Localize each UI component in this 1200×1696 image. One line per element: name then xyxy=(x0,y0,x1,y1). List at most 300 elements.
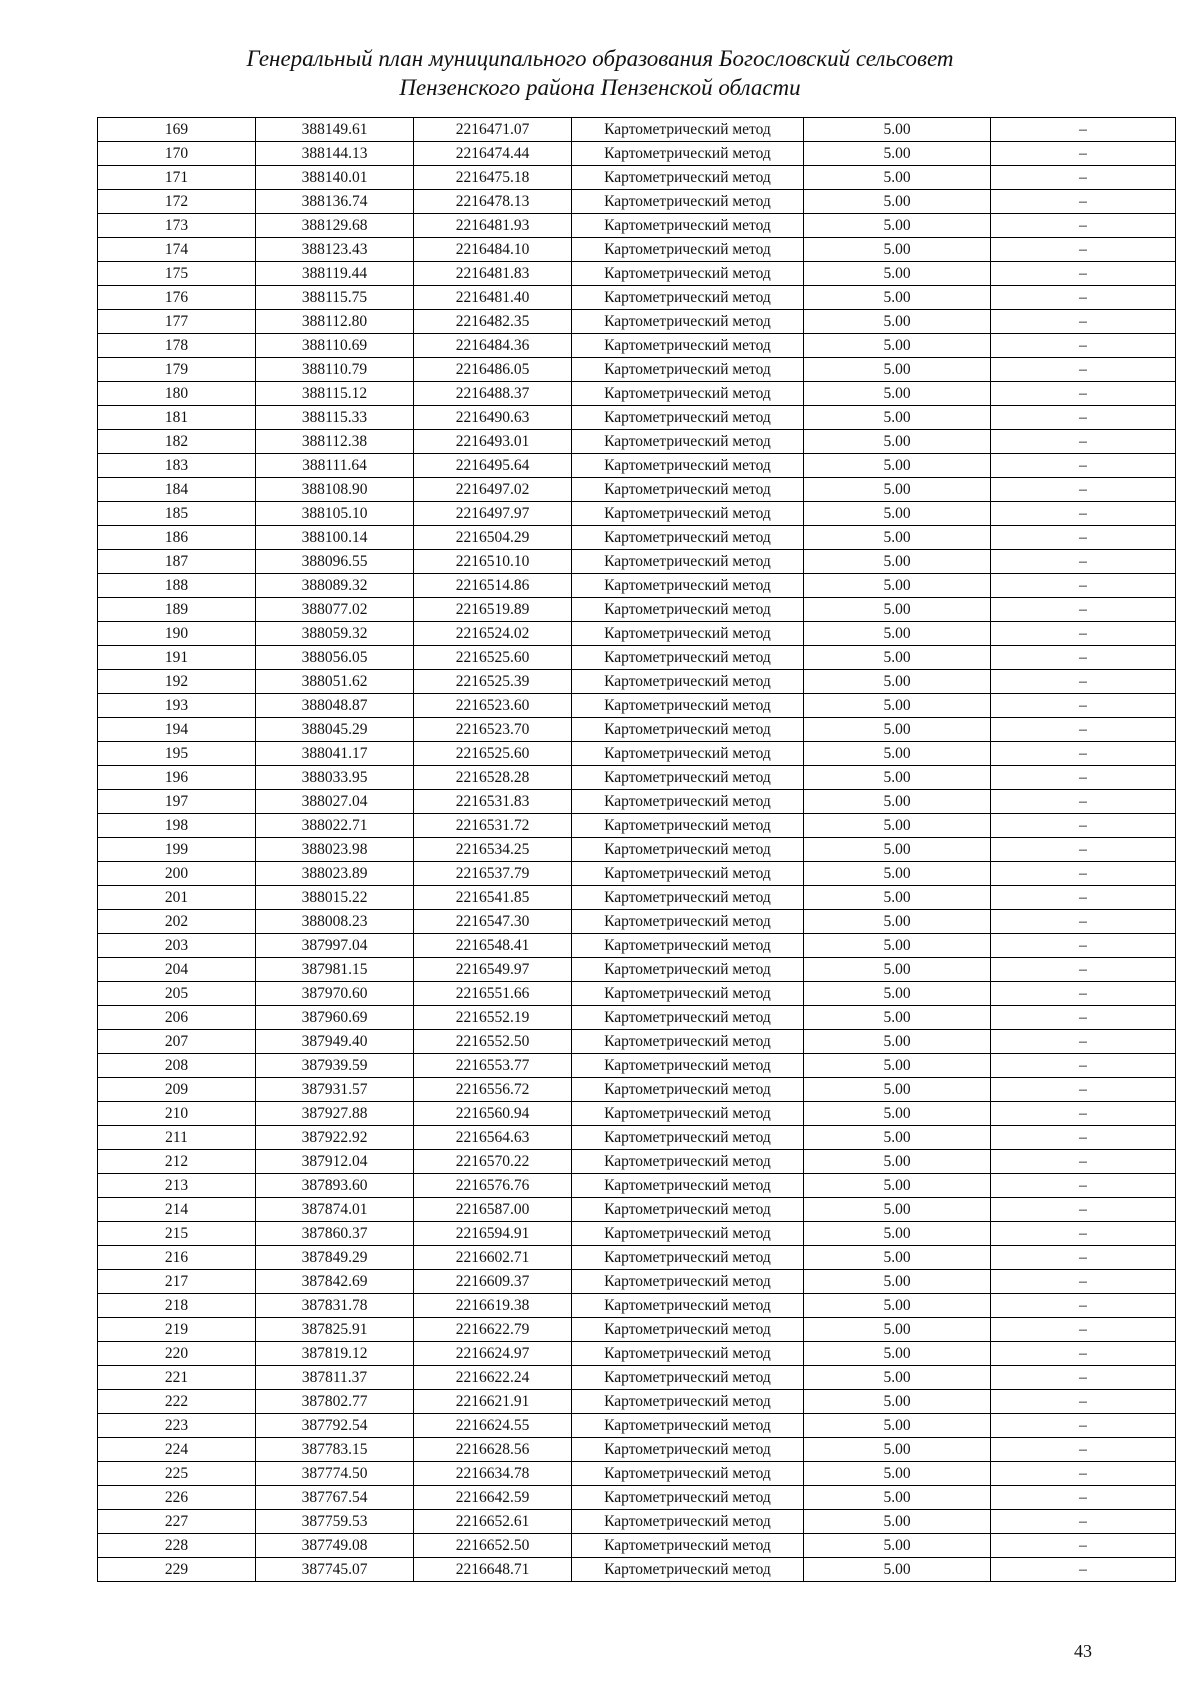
x-coordinate-cell: 387874.01 xyxy=(256,1198,414,1222)
y-coordinate-cell: 2216481.40 xyxy=(414,286,572,310)
note-cell: – xyxy=(991,670,1176,694)
method-cell: Картометрический метод xyxy=(572,598,804,622)
note-cell: – xyxy=(991,166,1176,190)
table-row xyxy=(98,1126,1176,1150)
method-cell: Картометрический метод xyxy=(572,550,804,574)
method-cell: Картометрический метод xyxy=(572,1030,804,1054)
accuracy-cell: 5.00 xyxy=(804,190,991,214)
y-coordinate-cell: 2216484.10 xyxy=(414,238,572,262)
accuracy-cell: 5.00 xyxy=(804,574,991,598)
method-cell: Картометрический метод xyxy=(572,430,804,454)
table-row xyxy=(98,214,1176,238)
table-row xyxy=(98,502,1176,526)
table-row xyxy=(98,670,1176,694)
point-number-cell: 179 xyxy=(98,358,256,382)
point-number-cell: 195 xyxy=(98,742,256,766)
table-row xyxy=(98,1270,1176,1294)
table-row xyxy=(98,190,1176,214)
method-cell: Картометрический метод xyxy=(572,934,804,958)
accuracy-cell: 5.00 xyxy=(804,862,991,886)
table-row xyxy=(98,1438,1176,1462)
y-coordinate-cell: 2216514.86 xyxy=(414,574,572,598)
table-row xyxy=(98,358,1176,382)
y-coordinate-cell: 2216523.60 xyxy=(414,694,572,718)
y-coordinate-cell: 2216553.77 xyxy=(414,1054,572,1078)
table-row xyxy=(98,1006,1176,1030)
y-coordinate-cell: 2216552.19 xyxy=(414,1006,572,1030)
y-coordinate-cell: 2216624.55 xyxy=(414,1414,572,1438)
y-coordinate-cell: 2216471.07 xyxy=(414,118,572,142)
y-coordinate-cell: 2216602.71 xyxy=(414,1246,572,1270)
x-coordinate-cell: 388023.98 xyxy=(256,838,414,862)
accuracy-cell: 5.00 xyxy=(804,550,991,574)
point-number-cell: 212 xyxy=(98,1150,256,1174)
method-cell: Картометрический метод xyxy=(572,1078,804,1102)
point-number-cell: 207 xyxy=(98,1030,256,1054)
y-coordinate-cell: 2216547.30 xyxy=(414,910,572,934)
y-coordinate-cell: 2216497.97 xyxy=(414,502,572,526)
x-coordinate-cell: 387811.37 xyxy=(256,1366,414,1390)
note-cell: – xyxy=(991,1486,1176,1510)
x-coordinate-cell: 387922.92 xyxy=(256,1126,414,1150)
table-row xyxy=(98,286,1176,310)
x-coordinate-cell: 388111.64 xyxy=(256,454,414,478)
y-coordinate-cell: 2216525.60 xyxy=(414,646,572,670)
method-cell: Картометрический метод xyxy=(572,502,804,526)
table-row xyxy=(98,1510,1176,1534)
note-cell: – xyxy=(991,214,1176,238)
point-number-cell: 174 xyxy=(98,238,256,262)
method-cell: Картометрический метод xyxy=(572,1318,804,1342)
x-coordinate-cell: 388015.22 xyxy=(256,886,414,910)
method-cell: Картометрический метод xyxy=(572,214,804,238)
note-cell: – xyxy=(991,646,1176,670)
note-cell: – xyxy=(991,310,1176,334)
accuracy-cell: 5.00 xyxy=(804,334,991,358)
table-row xyxy=(98,1150,1176,1174)
method-cell: Картометрический метод xyxy=(572,454,804,478)
method-cell: Картометрический метод xyxy=(572,142,804,166)
x-coordinate-cell: 387849.29 xyxy=(256,1246,414,1270)
point-number-cell: 180 xyxy=(98,382,256,406)
note-cell: – xyxy=(991,574,1176,598)
method-cell: Картометрический метод xyxy=(572,286,804,310)
accuracy-cell: 5.00 xyxy=(804,1318,991,1342)
accuracy-cell: 5.00 xyxy=(804,118,991,142)
x-coordinate-cell: 388112.80 xyxy=(256,310,414,334)
accuracy-cell: 5.00 xyxy=(804,1006,991,1030)
x-coordinate-cell: 387927.88 xyxy=(256,1102,414,1126)
note-cell: – xyxy=(991,478,1176,502)
x-coordinate-cell: 388077.02 xyxy=(256,598,414,622)
y-coordinate-cell: 2216624.97 xyxy=(414,1342,572,1366)
y-coordinate-cell: 2216622.79 xyxy=(414,1318,572,1342)
x-coordinate-cell: 388041.17 xyxy=(256,742,414,766)
accuracy-cell: 5.00 xyxy=(804,1198,991,1222)
y-coordinate-cell: 2216564.63 xyxy=(414,1126,572,1150)
note-cell: – xyxy=(991,1222,1176,1246)
y-coordinate-cell: 2216549.97 xyxy=(414,958,572,982)
x-coordinate-cell: 388105.10 xyxy=(256,502,414,526)
point-number-cell: 211 xyxy=(98,1126,256,1150)
accuracy-cell: 5.00 xyxy=(804,646,991,670)
x-coordinate-cell: 388027.04 xyxy=(256,790,414,814)
table-row xyxy=(98,838,1176,862)
accuracy-cell: 5.00 xyxy=(804,838,991,862)
point-number-cell: 187 xyxy=(98,550,256,574)
method-cell: Картометрический метод xyxy=(572,742,804,766)
method-cell: Картометрический метод xyxy=(572,838,804,862)
point-number-cell: 189 xyxy=(98,598,256,622)
note-cell: – xyxy=(991,1174,1176,1198)
method-cell: Картометрический метод xyxy=(572,958,804,982)
y-coordinate-cell: 2216486.05 xyxy=(414,358,572,382)
y-coordinate-cell: 2216504.29 xyxy=(414,526,572,550)
table-row xyxy=(98,910,1176,934)
table-row xyxy=(98,526,1176,550)
y-coordinate-cell: 2216534.25 xyxy=(414,838,572,862)
note-cell: – xyxy=(991,742,1176,766)
method-cell: Картометрический метод xyxy=(572,1126,804,1150)
note-cell: – xyxy=(991,118,1176,142)
method-cell: Картометрический метод xyxy=(572,1414,804,1438)
accuracy-cell: 5.00 xyxy=(804,1414,991,1438)
x-coordinate-cell: 387931.57 xyxy=(256,1078,414,1102)
method-cell: Картометрический метод xyxy=(572,1510,804,1534)
x-coordinate-cell: 388115.75 xyxy=(256,286,414,310)
table-row xyxy=(98,1294,1176,1318)
x-coordinate-cell: 388144.13 xyxy=(256,142,414,166)
x-coordinate-cell: 388129.68 xyxy=(256,214,414,238)
note-cell: – xyxy=(991,1510,1176,1534)
accuracy-cell: 5.00 xyxy=(804,214,991,238)
note-cell: – xyxy=(991,286,1176,310)
page-header xyxy=(0,44,1200,102)
method-cell: Картометрический метод xyxy=(572,1102,804,1126)
accuracy-cell: 5.00 xyxy=(804,1270,991,1294)
note-cell: – xyxy=(991,550,1176,574)
accuracy-cell: 5.00 xyxy=(804,478,991,502)
table-row xyxy=(98,742,1176,766)
table-row xyxy=(98,862,1176,886)
point-number-cell: 172 xyxy=(98,190,256,214)
method-cell: Картометрический метод xyxy=(572,478,804,502)
note-cell: – xyxy=(991,1366,1176,1390)
point-number-cell: 227 xyxy=(98,1510,256,1534)
accuracy-cell: 5.00 xyxy=(804,1534,991,1558)
note-cell: – xyxy=(991,1534,1176,1558)
note-cell: – xyxy=(991,622,1176,646)
x-coordinate-cell: 387825.91 xyxy=(256,1318,414,1342)
x-coordinate-cell: 387792.54 xyxy=(256,1414,414,1438)
x-coordinate-cell: 388022.71 xyxy=(256,814,414,838)
note-cell: – xyxy=(991,1198,1176,1222)
point-number-cell: 225 xyxy=(98,1462,256,1486)
note-cell: – xyxy=(991,1462,1176,1486)
accuracy-cell: 5.00 xyxy=(804,1390,991,1414)
table-row xyxy=(98,766,1176,790)
method-cell: Картометрический метод xyxy=(572,790,804,814)
y-coordinate-cell: 2216551.66 xyxy=(414,982,572,1006)
table-row xyxy=(98,1174,1176,1198)
coordinates-table-body xyxy=(98,118,1176,1582)
y-coordinate-cell: 2216648.71 xyxy=(414,1558,572,1582)
table-row xyxy=(98,262,1176,286)
document-title-line-1: Генеральный план муниципального образования Богословский сельсовет xyxy=(246,46,954,71)
y-coordinate-cell: 2216552.50 xyxy=(414,1030,572,1054)
note-cell: – xyxy=(991,142,1176,166)
note-cell: – xyxy=(991,718,1176,742)
y-coordinate-cell: 2216524.02 xyxy=(414,622,572,646)
method-cell: Картометрический метод xyxy=(572,526,804,550)
method-cell: Картометрический метод xyxy=(572,166,804,190)
point-number-cell: 176 xyxy=(98,286,256,310)
note-cell: – xyxy=(991,1390,1176,1414)
x-coordinate-cell: 387842.69 xyxy=(256,1270,414,1294)
x-coordinate-cell: 388115.12 xyxy=(256,382,414,406)
point-number-cell: 184 xyxy=(98,478,256,502)
y-coordinate-cell: 2216481.83 xyxy=(414,262,572,286)
table-row xyxy=(98,382,1176,406)
method-cell: Картометрический метод xyxy=(572,982,804,1006)
y-coordinate-cell: 2216493.01 xyxy=(414,430,572,454)
x-coordinate-cell: 387774.50 xyxy=(256,1462,414,1486)
x-coordinate-cell: 388059.32 xyxy=(256,622,414,646)
x-coordinate-cell: 387981.15 xyxy=(256,958,414,982)
x-coordinate-cell: 388123.43 xyxy=(256,238,414,262)
point-number-cell: 214 xyxy=(98,1198,256,1222)
accuracy-cell: 5.00 xyxy=(804,766,991,790)
table-row xyxy=(98,1246,1176,1270)
method-cell: Картометрический метод xyxy=(572,310,804,334)
x-coordinate-cell: 388115.33 xyxy=(256,406,414,430)
point-number-cell: 198 xyxy=(98,814,256,838)
accuracy-cell: 5.00 xyxy=(804,622,991,646)
method-cell: Картометрический метод xyxy=(572,190,804,214)
note-cell: – xyxy=(991,862,1176,886)
point-number-cell: 188 xyxy=(98,574,256,598)
note-cell: – xyxy=(991,1294,1176,1318)
method-cell: Картометрический метод xyxy=(572,1294,804,1318)
x-coordinate-cell: 387860.37 xyxy=(256,1222,414,1246)
y-coordinate-cell: 2216525.60 xyxy=(414,742,572,766)
accuracy-cell: 5.00 xyxy=(804,742,991,766)
document-title-line-2: Пензенского района Пензенской области xyxy=(399,75,801,100)
note-cell: – xyxy=(991,1246,1176,1270)
method-cell: Картометрический метод xyxy=(572,1390,804,1414)
accuracy-cell: 5.00 xyxy=(804,1510,991,1534)
point-number-cell: 203 xyxy=(98,934,256,958)
accuracy-cell: 5.00 xyxy=(804,718,991,742)
accuracy-cell: 5.00 xyxy=(804,1558,991,1582)
accuracy-cell: 5.00 xyxy=(804,1102,991,1126)
table-row xyxy=(98,1366,1176,1390)
y-coordinate-cell: 2216570.22 xyxy=(414,1150,572,1174)
table-row xyxy=(98,478,1176,502)
y-coordinate-cell: 2216510.10 xyxy=(414,550,572,574)
y-coordinate-cell: 2216474.44 xyxy=(414,142,572,166)
x-coordinate-cell: 388033.95 xyxy=(256,766,414,790)
table-row xyxy=(98,334,1176,358)
accuracy-cell: 5.00 xyxy=(804,1486,991,1510)
table-row xyxy=(98,598,1176,622)
note-cell: – xyxy=(991,190,1176,214)
note-cell: – xyxy=(991,598,1176,622)
point-number-cell: 222 xyxy=(98,1390,256,1414)
table-row xyxy=(98,574,1176,598)
method-cell: Картометрический метод xyxy=(572,1438,804,1462)
point-number-cell: 201 xyxy=(98,886,256,910)
y-coordinate-cell: 2216481.93 xyxy=(414,214,572,238)
table-row xyxy=(98,790,1176,814)
accuracy-cell: 5.00 xyxy=(804,886,991,910)
method-cell: Картометрический метод xyxy=(572,262,804,286)
point-number-cell: 206 xyxy=(98,1006,256,1030)
table-row xyxy=(98,934,1176,958)
y-coordinate-cell: 2216525.39 xyxy=(414,670,572,694)
x-coordinate-cell: 387912.04 xyxy=(256,1150,414,1174)
y-coordinate-cell: 2216541.85 xyxy=(414,886,572,910)
y-coordinate-cell: 2216519.89 xyxy=(414,598,572,622)
point-number-cell: 224 xyxy=(98,1438,256,1462)
method-cell: Картометрический метод xyxy=(572,1150,804,1174)
point-number-cell: 204 xyxy=(98,958,256,982)
coordinates-table xyxy=(97,117,1176,1582)
method-cell: Картометрический метод xyxy=(572,358,804,382)
accuracy-cell: 5.00 xyxy=(804,1150,991,1174)
method-cell: Картометрический метод xyxy=(572,766,804,790)
table-row xyxy=(98,718,1176,742)
point-number-cell: 193 xyxy=(98,694,256,718)
method-cell: Картометрический метод xyxy=(572,406,804,430)
table-row xyxy=(98,166,1176,190)
x-coordinate-cell: 387749.08 xyxy=(256,1534,414,1558)
point-number-cell: 205 xyxy=(98,982,256,1006)
note-cell: – xyxy=(991,766,1176,790)
y-coordinate-cell: 2216495.64 xyxy=(414,454,572,478)
point-number-cell: 213 xyxy=(98,1174,256,1198)
y-coordinate-cell: 2216560.94 xyxy=(414,1102,572,1126)
point-number-cell: 182 xyxy=(98,430,256,454)
page-number: 43 xyxy=(1074,1641,1092,1661)
accuracy-cell: 5.00 xyxy=(804,982,991,1006)
table-row xyxy=(98,1534,1176,1558)
y-coordinate-cell: 2216621.91 xyxy=(414,1390,572,1414)
table-row xyxy=(98,1102,1176,1126)
point-number-cell: 219 xyxy=(98,1318,256,1342)
y-coordinate-cell: 2216475.18 xyxy=(414,166,572,190)
x-coordinate-cell: 388089.32 xyxy=(256,574,414,598)
note-cell: – xyxy=(991,1558,1176,1582)
note-cell: – xyxy=(991,454,1176,478)
y-coordinate-cell: 2216548.41 xyxy=(414,934,572,958)
note-cell: – xyxy=(991,262,1176,286)
note-cell: – xyxy=(991,694,1176,718)
method-cell: Картометрический метод xyxy=(572,1198,804,1222)
note-cell: – xyxy=(991,1414,1176,1438)
x-coordinate-cell: 388048.87 xyxy=(256,694,414,718)
point-number-cell: 181 xyxy=(98,406,256,430)
point-number-cell: 173 xyxy=(98,214,256,238)
accuracy-cell: 5.00 xyxy=(804,1462,991,1486)
y-coordinate-cell: 2216556.72 xyxy=(414,1078,572,1102)
accuracy-cell: 5.00 xyxy=(804,598,991,622)
accuracy-cell: 5.00 xyxy=(804,142,991,166)
accuracy-cell: 5.00 xyxy=(804,286,991,310)
accuracy-cell: 5.00 xyxy=(804,1246,991,1270)
point-number-cell: 221 xyxy=(98,1366,256,1390)
accuracy-cell: 5.00 xyxy=(804,934,991,958)
point-number-cell: 209 xyxy=(98,1078,256,1102)
accuracy-cell: 5.00 xyxy=(804,1222,991,1246)
table-row xyxy=(98,454,1176,478)
point-number-cell: 191 xyxy=(98,646,256,670)
point-number-cell: 202 xyxy=(98,910,256,934)
method-cell: Картометрический метод xyxy=(572,382,804,406)
table-row xyxy=(98,1414,1176,1438)
x-coordinate-cell: 387960.69 xyxy=(256,1006,414,1030)
note-cell: – xyxy=(991,1270,1176,1294)
method-cell: Картометрический метод xyxy=(572,622,804,646)
method-cell: Картометрический метод xyxy=(572,718,804,742)
x-coordinate-cell: 388119.44 xyxy=(256,262,414,286)
table-row xyxy=(98,1078,1176,1102)
note-cell: – xyxy=(991,1102,1176,1126)
point-number-cell: 169 xyxy=(98,118,256,142)
note-cell: – xyxy=(991,358,1176,382)
y-coordinate-cell: 2216634.78 xyxy=(414,1462,572,1486)
method-cell: Картометрический метод xyxy=(572,1558,804,1582)
y-coordinate-cell: 2216537.79 xyxy=(414,862,572,886)
note-cell: – xyxy=(991,814,1176,838)
x-coordinate-cell: 387783.15 xyxy=(256,1438,414,1462)
table-row xyxy=(98,1222,1176,1246)
note-cell: – xyxy=(991,838,1176,862)
accuracy-cell: 5.00 xyxy=(804,166,991,190)
x-coordinate-cell: 388110.69 xyxy=(256,334,414,358)
x-coordinate-cell: 387802.77 xyxy=(256,1390,414,1414)
method-cell: Картометрический метод xyxy=(572,814,804,838)
x-coordinate-cell: 388056.05 xyxy=(256,646,414,670)
point-number-cell: 175 xyxy=(98,262,256,286)
x-coordinate-cell: 388096.55 xyxy=(256,550,414,574)
x-coordinate-cell: 388112.38 xyxy=(256,430,414,454)
y-coordinate-cell: 2216594.91 xyxy=(414,1222,572,1246)
method-cell: Картометрический метод xyxy=(572,1006,804,1030)
x-coordinate-cell: 388045.29 xyxy=(256,718,414,742)
note-cell: – xyxy=(991,1030,1176,1054)
point-number-cell: 208 xyxy=(98,1054,256,1078)
x-coordinate-cell: 388110.79 xyxy=(256,358,414,382)
x-coordinate-cell: 387893.60 xyxy=(256,1174,414,1198)
note-cell: – xyxy=(991,1126,1176,1150)
note-cell: – xyxy=(991,406,1176,430)
x-coordinate-cell: 387949.40 xyxy=(256,1030,414,1054)
method-cell: Картометрический метод xyxy=(572,886,804,910)
x-coordinate-cell: 388108.90 xyxy=(256,478,414,502)
method-cell: Картометрический метод xyxy=(572,862,804,886)
note-cell: – xyxy=(991,934,1176,958)
y-coordinate-cell: 2216652.61 xyxy=(414,1510,572,1534)
point-number-cell: 192 xyxy=(98,670,256,694)
y-coordinate-cell: 2216642.59 xyxy=(414,1486,572,1510)
note-cell: – xyxy=(991,382,1176,406)
accuracy-cell: 5.00 xyxy=(804,1438,991,1462)
x-coordinate-cell: 388008.23 xyxy=(256,910,414,934)
y-coordinate-cell: 2216484.36 xyxy=(414,334,572,358)
table-row xyxy=(98,310,1176,334)
method-cell: Картометрический метод xyxy=(572,1222,804,1246)
